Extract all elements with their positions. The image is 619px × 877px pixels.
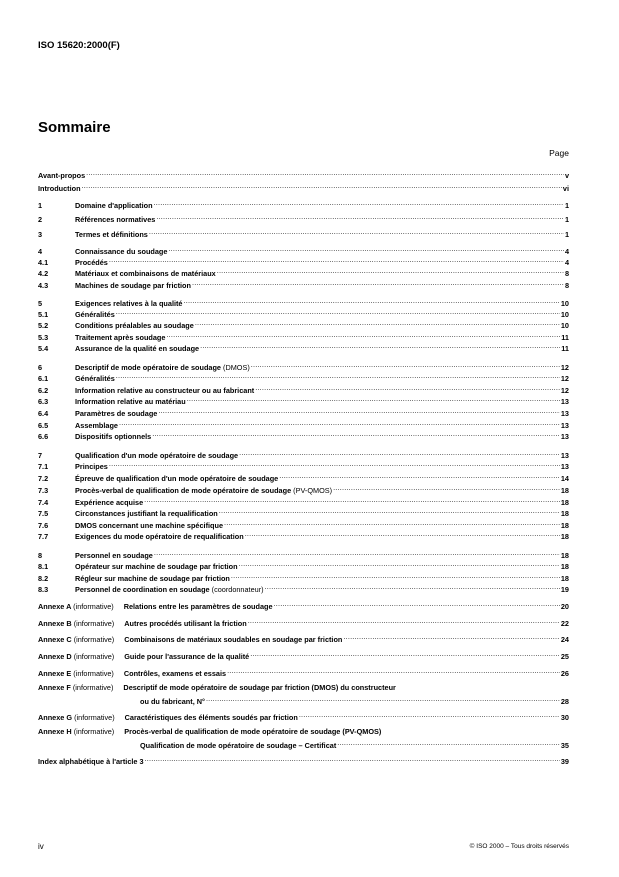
dot-leader: [274, 599, 560, 609]
annex-type: (informative): [74, 713, 115, 722]
index-entry[interactable]: [38, 754, 569, 764]
toc-entry-number: 7.6: [38, 521, 49, 530]
toc-entry[interactable]: [38, 518, 569, 528]
toc-entry[interactable]: [38, 266, 569, 276]
toc-entry-number: 7.1: [38, 462, 49, 471]
toc-entry[interactable]: [38, 471, 569, 481]
annex-label: Annexe C (informative): [38, 635, 115, 644]
toc-entry-number: 4.2: [38, 269, 49, 278]
toc-entry-number: 5.1: [38, 310, 49, 319]
toc-entry-page: 18: [560, 574, 569, 583]
toc-entry-number: 6.2: [38, 386, 49, 395]
toc-entry[interactable]: [38, 330, 569, 340]
dot-leader: [251, 360, 560, 370]
toc-entry-page: 18: [560, 532, 569, 541]
toc-entry-page: 13: [560, 409, 569, 418]
page-column-label: Page: [549, 148, 569, 158]
annex-title-line2: Qualification de mode opératoire de soudage – Certificat: [140, 741, 337, 750]
toc-entry-page: 18: [560, 486, 569, 495]
annex-title: Caractéristiques des éléments soudés par friction: [124, 713, 298, 722]
dot-leader: [299, 710, 560, 720]
annex-page: 24: [560, 635, 569, 644]
toc-entry-title: Procès-verbal de qualification de mode opératoire de soudage (PV-QMOS): [75, 486, 333, 495]
annex-type: (informative): [73, 669, 114, 678]
toc-entry[interactable]: [38, 212, 569, 222]
toc-entry-page: 1: [564, 215, 569, 224]
toc-entry[interactable]: [38, 244, 569, 254]
dot-leader: [255, 383, 560, 393]
toc-entry-title: Généralités: [75, 310, 115, 319]
dot-leader: [337, 738, 560, 748]
footer-page-number: iv: [38, 842, 44, 851]
toc-entry-page: 13: [560, 451, 569, 460]
dot-leader: [219, 506, 560, 516]
dot-leader: [187, 394, 560, 404]
annex-entry[interactable]: [38, 649, 569, 659]
toc-entry-number: 7.3: [38, 486, 49, 495]
toc-entry-title: Information relative au constructeur ou au fabricant: [75, 386, 255, 395]
dot-leader: [224, 518, 560, 528]
toc-entry-number: 5.2: [38, 321, 49, 330]
toc-entry-page: 4: [564, 247, 569, 256]
dot-leader: [343, 632, 559, 642]
dot-leader: [152, 429, 560, 439]
toc-entry[interactable]: [38, 548, 569, 558]
annex-page: 28: [560, 697, 569, 706]
index-title: Index alphabétique à l'article 3: [38, 757, 144, 766]
toc-entry-title: Assemblage: [75, 421, 118, 430]
toc-entry-title: DMOS concernant une machine spécifique: [75, 521, 223, 530]
dot-leader: [333, 483, 560, 493]
annex-page: 26: [560, 669, 569, 678]
dot-leader: [183, 296, 559, 306]
dot-leader: [86, 168, 564, 178]
toc-entry-page: 13: [560, 421, 569, 430]
toc-entry-number: 8: [38, 551, 43, 560]
toc-entry-number: 6.5: [38, 421, 49, 430]
toc-entry-page: 18: [560, 551, 569, 560]
toc-entry-title: Conditions préalables au soudage: [75, 321, 194, 330]
toc-entry-page: 1: [564, 201, 569, 210]
annex-entry[interactable]: [38, 727, 569, 737]
toc-entry-number: 4: [38, 247, 43, 256]
toc-entry-title: Régleur sur machine de soudage par friction: [75, 574, 230, 583]
footer-copyright: © ISO 2000 – Tous droits réservés: [469, 843, 569, 850]
toc-entry-title: Références normatives: [75, 215, 156, 224]
toc-entry-page: 11: [561, 333, 569, 342]
toc-entry-number: 8.3: [38, 585, 49, 594]
toc-entry[interactable]: [38, 418, 569, 428]
index-page: 39: [560, 757, 569, 766]
toc-entry-number: 6: [38, 363, 43, 372]
dot-leader: [154, 198, 564, 208]
toc-entry-title: Généralités: [75, 374, 115, 383]
toc-entry-title: Exigences relatives à la qualité: [75, 299, 183, 308]
annex-entry[interactable]: [38, 683, 569, 693]
toc-entry-title: Connaissance du soudage: [75, 247, 168, 256]
toc-entry-page: 19: [560, 585, 569, 594]
annex-type: (informative): [73, 727, 115, 736]
toc-entry-number: 6.6: [38, 432, 49, 441]
toc-entry-page: 10: [560, 310, 569, 319]
annex-page: 35: [560, 741, 569, 750]
dot-leader: [156, 212, 564, 222]
toc-entry[interactable]: [38, 296, 569, 306]
toc-entry[interactable]: [38, 318, 569, 328]
toc-entry[interactable]: [38, 483, 569, 493]
toc-entry-page: 18: [560, 498, 569, 507]
toc-entry-title: Personnel en soudage: [75, 551, 153, 560]
toc-entry[interactable]: [38, 406, 569, 416]
toc-entry-page: 8: [564, 269, 569, 278]
dot-leader: [116, 307, 560, 317]
annex-label: Annexe A (informative): [38, 602, 114, 611]
annex-type: (informative): [72, 683, 114, 692]
toc-entry-page: 14: [560, 474, 569, 483]
dot-leader: [116, 371, 560, 381]
annex-title: Descriptif de mode opératoire de soudage par friction (DMOS) du constructeur: [123, 683, 396, 692]
toc-entry[interactable]: [38, 371, 569, 381]
toc-entry-title: Information relative au matériau: [75, 397, 186, 406]
toc-entry[interactable]: [38, 383, 569, 393]
toc-entry-title: Machines de soudage par friction: [75, 281, 191, 290]
toc-entry-title: Termes et définitions: [75, 230, 148, 239]
toc-entry-page: 12: [560, 374, 569, 383]
toc-entry-page: 18: [560, 509, 569, 518]
dot-leader: [206, 694, 560, 704]
annex-entry-continued[interactable]: [38, 694, 569, 704]
toc-entry-title: Expérience acquise: [75, 498, 144, 507]
dot-leader: [265, 582, 560, 592]
toc-entry-title: Domaine d'application: [75, 201, 153, 210]
annex-entry[interactable]: [38, 632, 569, 642]
toc-entry-title: Assurance de la qualité en soudage: [75, 344, 200, 353]
dot-leader: [195, 318, 560, 328]
annex-page: 22: [560, 619, 569, 628]
toc-entry-title: Avant-propos: [38, 171, 86, 180]
annex-label: Annexe G (informative): [38, 713, 115, 722]
toc-entry-number: 6.4: [38, 409, 49, 418]
dot-leader: [119, 418, 560, 428]
toc-entry-number: 5.3: [38, 333, 49, 342]
dot-leader: [168, 244, 563, 254]
toc-entry-title: Opérateur sur machine de soudage par friction: [75, 562, 238, 571]
dot-leader: [109, 459, 560, 469]
toc-entry-title: Procédés: [75, 258, 108, 267]
toc-entry-number: 7.7: [38, 532, 49, 541]
toc-entry[interactable]: [38, 168, 569, 178]
toc-entry-title: Exigences du mode opératoire de requalification: [75, 532, 244, 541]
toc-entry-page: 8: [564, 281, 569, 290]
dot-leader: [200, 341, 560, 351]
dot-leader: [192, 278, 564, 288]
document-reference: ISO 15620:2000(F): [38, 40, 120, 51]
toc-entry[interactable]: [38, 307, 569, 317]
toc-entry-page: 11: [561, 344, 569, 353]
toc-entry-number: 4.1: [38, 258, 49, 267]
toc-entry-title: Traitement après soudage: [75, 333, 166, 342]
annex-title: Relations entre les paramètres de soudage: [123, 602, 273, 611]
annex-entry[interactable]: [38, 666, 569, 676]
toc-entry[interactable]: [38, 448, 569, 458]
annex-type: (informative): [73, 602, 114, 611]
annex-title: Combinaisons de matériaux soudables en soudage par friction: [124, 635, 343, 644]
annex-title: Autres procédés utilisant la friction: [124, 619, 247, 628]
dot-leader: [149, 227, 564, 237]
annex-label: Annexe B (informative): [38, 619, 115, 628]
toc-entry[interactable]: [38, 571, 569, 581]
toc-entry[interactable]: [38, 459, 569, 469]
toc-entry-number: 3: [38, 230, 43, 239]
toc-entry-page: v: [564, 171, 569, 180]
toc-entry-number: 7: [38, 451, 43, 460]
toc-entry-title-suffix: (coordonnateur): [209, 585, 264, 594]
toc-entry-number: 7.2: [38, 474, 49, 483]
toc-entry-page: 13: [560, 462, 569, 471]
toc-entry-number: 5.4: [38, 344, 49, 353]
dot-leader: [239, 448, 560, 458]
toc-entry-title: Introduction: [38, 184, 81, 193]
toc-entry-number: 7.5: [38, 509, 49, 518]
toc-entry-page: 13: [560, 397, 569, 406]
annex-entry[interactable]: [38, 616, 569, 626]
toc-entry-number: 1: [38, 201, 43, 210]
toc-entry-number: 5: [38, 299, 43, 308]
toc-entry-title: Dispositifs optionnels: [75, 432, 152, 441]
toc-entry-number: 7.4: [38, 498, 49, 507]
toc-entry-page: 13: [560, 432, 569, 441]
annex-label: Annexe E (informative): [38, 669, 114, 678]
dot-leader: [245, 529, 560, 539]
dot-leader: [248, 616, 560, 626]
toc-entry-page: 10: [560, 299, 569, 308]
toc-entry-title: Paramètres de soudage: [75, 409, 158, 418]
annex-title: Guide pour l'assurance de la qualité: [124, 652, 250, 661]
annex-type: (informative): [73, 619, 115, 628]
dot-leader: [82, 181, 562, 191]
toc-entry[interactable]: [38, 227, 569, 237]
toc-entry[interactable]: [38, 495, 569, 505]
dot-leader: [145, 754, 560, 764]
toc-entry-title: Personnel de coordination en soudage (coordonnateur): [75, 585, 264, 594]
toc-entry[interactable]: [38, 341, 569, 351]
toc-entry-page: 18: [560, 521, 569, 530]
dot-leader: [144, 495, 560, 505]
toc-entry-number: 6.3: [38, 397, 49, 406]
annex-title: Procès-verbal de qualification de mode opératoire de soudage (PV-QMOS): [124, 727, 382, 736]
page-title: Sommaire: [38, 119, 111, 136]
toc-entry[interactable]: [38, 278, 569, 288]
annex-label: Annexe H (informative): [38, 727, 115, 736]
toc-entry-page: 18: [560, 562, 569, 571]
table-of-contents: [38, 0, 569, 877]
toc-entry-title-suffix: (DMOS): [220, 363, 250, 372]
toc-entry-page: 12: [560, 363, 569, 372]
toc-entry[interactable]: [38, 198, 569, 208]
toc-entry-number: 2: [38, 215, 43, 224]
annex-label: Annexe F (informative): [38, 683, 114, 692]
dot-leader: [250, 649, 560, 659]
toc-entry-title-suffix: (PV-QMOS): [291, 486, 333, 495]
toc-entry[interactable]: [38, 181, 569, 191]
annex-type: (informative): [73, 652, 115, 661]
toc-entry-title: Descriptif de mode opératoire de soudage (DMOS): [75, 363, 250, 372]
dot-leader: [158, 406, 560, 416]
dot-leader: [227, 666, 560, 676]
dot-leader: [239, 559, 560, 569]
toc-entry[interactable]: [38, 529, 569, 539]
dot-leader: [109, 255, 564, 265]
toc-entry-title: Qualification d'un mode opératoire de soudage: [75, 451, 239, 460]
toc-entry[interactable]: [38, 582, 569, 592]
toc-entry[interactable]: [38, 360, 569, 370]
annex-title: Contrôles, examens et essais: [123, 669, 227, 678]
annex-entry[interactable]: [38, 599, 569, 609]
dot-leader: [231, 571, 560, 581]
toc-entry-title: Principes: [75, 462, 108, 471]
dot-leader: [279, 471, 560, 481]
toc-entry[interactable]: [38, 506, 569, 516]
toc-entry-number: 8.2: [38, 574, 49, 583]
toc-entry-number: 8.1: [38, 562, 49, 571]
annex-entry-continued[interactable]: [38, 738, 569, 748]
toc-entry-number: 4.3: [38, 281, 49, 290]
toc-entry-page: 1: [564, 230, 569, 239]
toc-entry-page: 4: [564, 258, 569, 267]
annex-page: 30: [560, 713, 569, 722]
annex-type: (informative): [73, 635, 115, 644]
annex-label: Annexe D (informative): [38, 652, 115, 661]
dot-leader: [217, 266, 564, 276]
toc-entry[interactable]: [38, 429, 569, 439]
toc-entry-page: vi: [562, 184, 569, 193]
dot-leader: [154, 548, 560, 558]
toc-entry-title: Circonstances justifiant la requalification: [75, 509, 218, 518]
toc-entry[interactable]: [38, 394, 569, 404]
dot-leader: [166, 330, 560, 340]
toc-entry-page: 10: [560, 321, 569, 330]
toc-entry-title: Épreuve de qualification d'un mode opératoire de soudage: [75, 474, 279, 483]
annex-title-line2: ou du fabricant, N°: [140, 697, 205, 706]
toc-entry-title: Matériaux et combinaisons de matériaux: [75, 269, 216, 278]
toc-entry-page: 12: [560, 386, 569, 395]
annex-entry[interactable]: [38, 710, 569, 720]
toc-entry[interactable]: [38, 255, 569, 265]
annex-page: 20: [560, 602, 569, 611]
annex-page: 25: [560, 652, 569, 661]
toc-entry[interactable]: [38, 559, 569, 569]
toc-entry-number: 6.1: [38, 374, 49, 383]
